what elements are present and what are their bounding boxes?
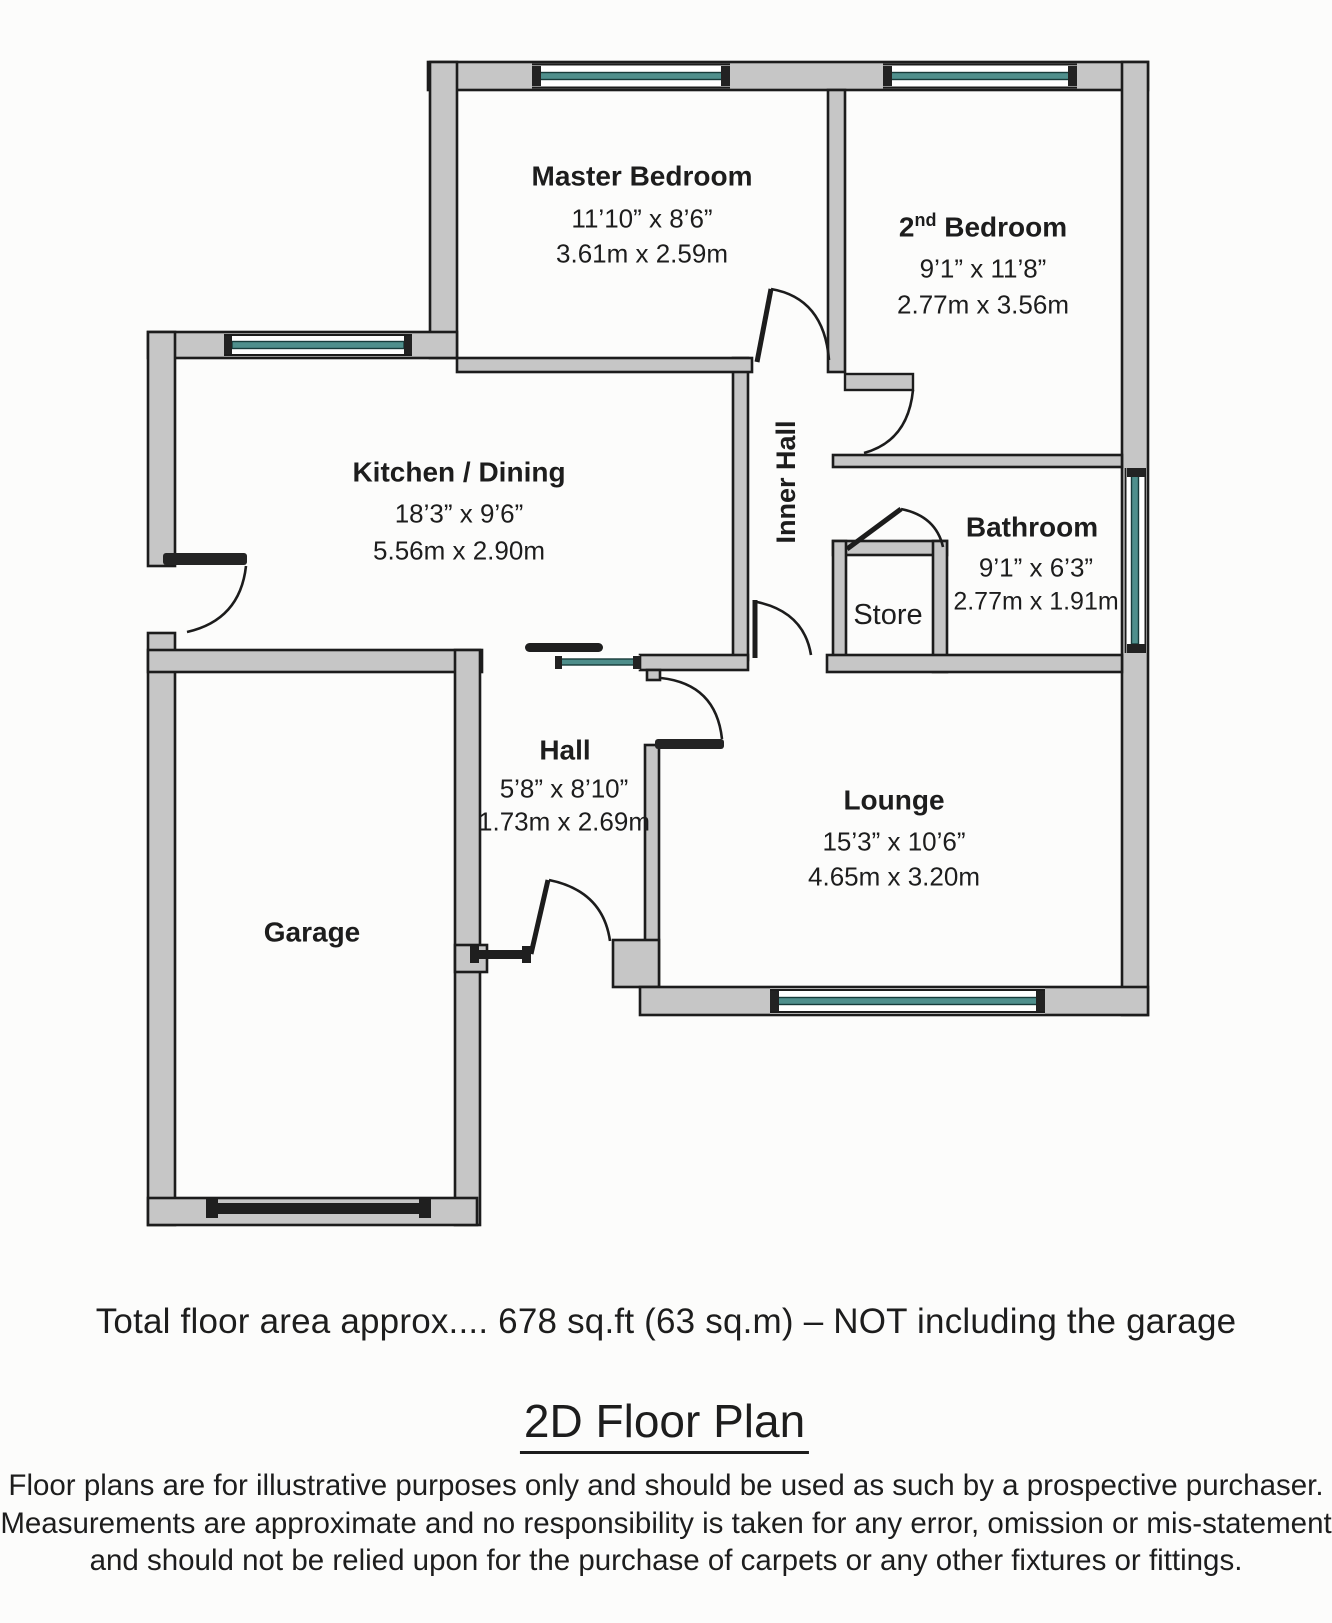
window-2nd-bedroom	[883, 64, 1077, 89]
plan-title: 2D Floor Plan	[520, 1394, 809, 1454]
window-hall-hatch	[555, 656, 640, 670]
door-lounge	[655, 678, 724, 749]
room-dim-metric-bathroom: 2.77m x 1.91m	[953, 587, 1119, 616]
room-label-store: Store	[853, 599, 923, 632]
room-label-bathroom: Bathroom	[965, 511, 1099, 543]
door-2nd-bedroom	[845, 374, 913, 453]
room-dim-imperial-2nd-bedroom: 9’1” x 11’8”	[919, 253, 1047, 284]
room-dim-imperial-kitchen-dining: 18’3” x 9’6”	[394, 498, 524, 529]
window-master-bedroom	[532, 64, 730, 89]
disclaimer-line-1: Floor plans are for illustrative purposes only and should be used as such by a prospective purchaser.	[8, 1469, 1324, 1502]
door-kitchen-side	[163, 553, 247, 632]
room-label-lounge: Lounge	[843, 784, 945, 816]
room-label-2nd-bedroom: 2nd Bedroom	[898, 209, 1068, 243]
room-dim-imperial-hall: 5’8” x 8’10”	[499, 773, 629, 804]
window-kitchen	[224, 334, 412, 356]
disclaimer-line-3: and should not be relied upon for the purchase of carpets or any other fixtures or fittings.	[89, 1544, 1243, 1577]
room-dim-metric-lounge: 4.65m x 3.20m	[808, 861, 980, 892]
room-dim-metric-2nd-bedroom: 2.77m x 3.56m	[897, 289, 1069, 320]
kitchen-counter-bar	[525, 643, 603, 652]
door-front	[531, 880, 610, 954]
room-label-hall: Hall	[539, 734, 591, 766]
door-master-bedroom	[757, 289, 829, 362]
ordinal-suffix: nd	[914, 209, 937, 230]
room-dim-imperial-lounge: 15’3” x 10’6”	[822, 826, 966, 857]
room-dim-metric-hall: 1.73m x 2.69m	[478, 806, 650, 837]
room-dim-metric-master-bedroom: 3.61m x 2.59m	[556, 238, 728, 269]
door-inner-hall	[755, 600, 811, 658]
room-label-kitchen-dining: Kitchen / Dining	[352, 456, 566, 488]
room-label-inner-hall: Inner Hall	[771, 420, 802, 544]
room-label-master-bedroom: Master Bedroom	[531, 160, 753, 192]
total-floor-area-text: Total floor area approx.... 678 sq.ft (63 sq.m) – NOT including the garage	[95, 1302, 1237, 1341]
window-bathroom	[1124, 468, 1147, 653]
disclaimer-line-2: Measurements are approximate and no responsibility is taken for any error, omission or mis-statement	[0, 1507, 1332, 1540]
room-dim-imperial-master-bedroom: 11’10” x 8’6”	[571, 203, 713, 234]
window-lounge	[770, 989, 1045, 1014]
room-label-garage: Garage	[263, 916, 361, 948]
room-dim-imperial-bathroom: 9’1” x 6’3”	[978, 552, 1094, 583]
room-dim-metric-kitchen-dining: 5.56m x 2.90m	[373, 535, 545, 566]
